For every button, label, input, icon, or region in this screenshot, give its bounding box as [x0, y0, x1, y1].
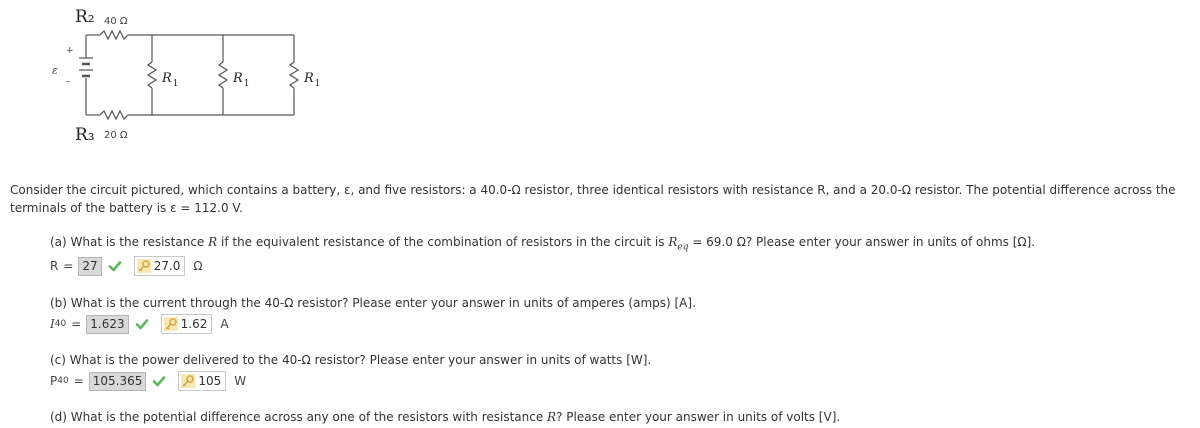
- question-a-text-3: = 69.0 Ω? Please enter your answer in units of ohms [Ω].: [688, 235, 1036, 249]
- resistor-40-ohm: [100, 31, 128, 39]
- resistor-r1-c: [290, 62, 298, 88]
- circuit-diagram: [0, 0, 340, 170]
- answer-c-symbol: P: [50, 374, 58, 388]
- battery-symbol: [79, 58, 93, 76]
- question-d-text-1: (d) What is the potential difference across any one of the resistors with resistance: [50, 410, 548, 424]
- answer-a-response[interactable]: 27: [78, 257, 101, 276]
- correct-check-icon: [108, 259, 122, 273]
- answer-c-symbol-sub: 40: [57, 376, 69, 386]
- answer-row-c: [50, 371, 246, 391]
- key-icon: [164, 317, 178, 331]
- equals-sign: =: [71, 317, 82, 331]
- answer-a-key[interactable]: [134, 256, 186, 276]
- answer-c-key-value: 105: [198, 374, 222, 388]
- answer-b-symbol-sub: 40: [54, 319, 67, 329]
- label-r1-a: $R_1$: [162, 71, 179, 89]
- handwritten-r2: R₂: [75, 7, 95, 27]
- answer-row-a: [50, 256, 203, 276]
- resistor-r1-a: [148, 62, 156, 88]
- answer-b-unit: A: [220, 317, 229, 331]
- key-icon: [137, 259, 151, 273]
- correct-check-icon: [152, 374, 166, 388]
- label-40-ohm: 40 Ω: [104, 16, 128, 27]
- question-c: (c) What is the power delivered to the 40-Ω resistor? Please enter your answer in units of watts [W].: [50, 353, 652, 367]
- problem-statement: Consider the circuit pictured, which contains a battery, ε, and five resistors: a 40.0-Ω resistor, three identical resistors with resistance R, and a 20.0-Ω resistor. The potential difference across the terminals of the battery is ε = 112.0 V.: [10, 183, 1176, 215]
- answer-a-unit: Ω: [193, 259, 203, 273]
- question-a: [50, 235, 1035, 252]
- question-a-text-2: if the equivalent resistance of the combination of resistors in the circuit is: [217, 235, 669, 249]
- answer-b-key[interactable]: [161, 314, 213, 334]
- label-plus: +: [66, 46, 74, 56]
- question-d-var: R: [547, 410, 557, 424]
- question-a-text-1: (a) What is the resistance: [50, 235, 209, 249]
- label-20-ohm: 20 Ω: [104, 130, 128, 141]
- label-r1-b: $R_1$: [233, 71, 250, 89]
- answer-row-b: [50, 314, 229, 334]
- key-icon: [181, 374, 195, 388]
- label-minus: –: [66, 77, 71, 87]
- correct-check-icon: [135, 317, 149, 331]
- question-a-req-var: R: [668, 235, 678, 249]
- answer-c-response[interactable]: 105.365: [89, 372, 147, 391]
- equals-sign: =: [73, 374, 84, 388]
- label-r1-c: $R_1$: [304, 71, 321, 89]
- answer-c-key[interactable]: [178, 371, 226, 391]
- question-d: [50, 410, 840, 424]
- equals-sign: =: [63, 259, 74, 273]
- answer-a-key-value: 27.0: [153, 259, 181, 273]
- question-d-text-2: ? Please enter your answer in units of volts [V].: [556, 410, 841, 424]
- resistor-r1-b: [219, 62, 227, 88]
- label-emf: ε: [52, 64, 58, 77]
- answer-b-response[interactable]: 1.623: [86, 315, 128, 334]
- handwritten-r3: R₃: [75, 125, 95, 145]
- question-a-var: R: [208, 235, 218, 249]
- question-b: (b) What is the current through the 40-Ω resistor? Please enter your answer in units of amperes (amps) [A].: [50, 296, 696, 310]
- answer-c-unit: W: [234, 374, 247, 388]
- answer-b-key-value: 1.62: [180, 317, 208, 331]
- answer-b-symbol: I: [50, 317, 55, 331]
- answer-a-symbol: R: [50, 259, 59, 273]
- question-a-req-sub: eq: [677, 242, 689, 253]
- resistor-20-ohm: [100, 111, 128, 119]
